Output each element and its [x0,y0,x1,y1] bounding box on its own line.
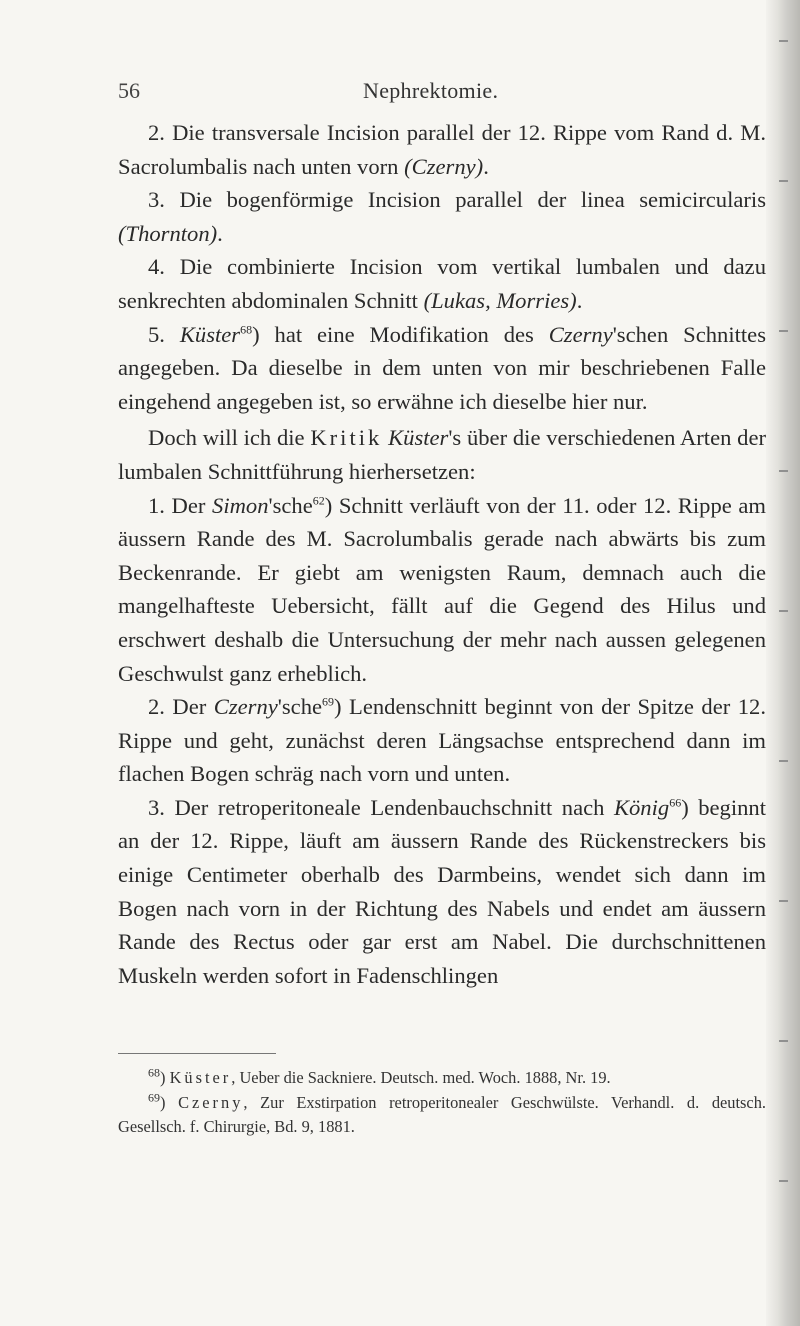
spine-mark [779,180,788,182]
page-header [118,78,738,108]
body-text [118,116,766,992]
list-item-combinierte: 4. Die combinierte Incision vom vertikal lumbalen und dazu senkrechten abdominalen Schnitt (Lukas, Morries). [118,254,766,313]
spine-mark [779,470,788,472]
spine-mark [779,1040,788,1042]
list-item-koenig: 3. Der retroperitoneale Lendenbauchschnitt nach König$^{66}$) beginnt an der 12. Rippe, läuft am äussern Rande des Rückenstreckers bis einige Centimeter oberhalb des Darmbeins, wendet sich dann im Bogen nach vorn in der Richtung des Nabels und endet am äussern Rande des Rectus oder gar erst am Nabel. Die durchschnittenen Muskeln werden sofort in Fadenschlingen [118,794,766,988]
footnote-68: $^{68}$) Küster, Ueber die Sackniere. Deutsch. med. Woch. 1888, Nr. 19. [148,1065,611,1087]
footnotes [118,1066,766,1140]
list-item-kuester: 5. Küster$^{68}$) hat eine Modifikation des Czerny'schen Schnittes angegeben. Da dieselbe in dem unten von mir beschriebenen Falle eingehend angegeben ist, so erwähne ich dieselbe hier nur. [118,321,766,414]
list-item-simon: 1. Der Simon'sche$^{62}$) Schnitt verläuft von der 11. oder 12. Rippe am äussern Rande des M. Sacrolumbalis gerade nach abwärts bis zum Beckenrande. Er giebt am wenigsten Raum, demnach auch die mangelhafteste Uebersicht, fällt auf die Gegend des Hilus und erschwert deshalb die Untersuchung der mehr nach aussen gelegenen Geschwulst ganz erheblich. [118,492,766,686]
footnote-ref: 68 [240,322,253,337]
spine-mark [779,330,788,332]
footnote-divider [118,1053,276,1054]
spine-mark [779,40,788,42]
spine-mark [779,1180,788,1182]
list-item-transversale: 2. Die transversale Incision parallel der 12. Rippe vom Rand d. M. Sacrolumbalis nach unten vorn (Czerny). [118,120,766,179]
footnote-ref: 69 [322,694,335,709]
list-item-czerny: 2. Der Czerny'sche$^{69}$) Lendenschnitt beginnt von der Spitze der 12. Rippe und geht, zunächst deren Längsachse entsprechend dann im flachen Bogen schräg nach vorn und unten. [118,694,766,787]
paragraph-kritik: Doch will ich die Kritik Küster's über die verschiedenen Arten der lumbalen Schnittführung hierhersetzen: [118,425,767,484]
spine-mark [779,610,788,612]
spine-mark [779,900,788,902]
list-item-bogenfoermige: 3. Die bogenförmige Incision parallel der linea semicircularis (Thornton). [118,187,766,246]
page-number: 56 [118,78,140,103]
footnote-69: $^{69}$) Czerny, Zur Exstirpation retroperitonealer Geschwülste. Verhandl. d. deutsch. Gesellsch. f. Chirurgie, Bd. 9, 1881. [118,1090,766,1137]
footnote-ref: 66 [669,795,682,810]
running-title: Nephrektomie. [363,78,499,103]
book-spine-shadow [766,0,800,1326]
footnote-ref: 62 [312,493,325,507]
spine-mark [779,760,788,762]
